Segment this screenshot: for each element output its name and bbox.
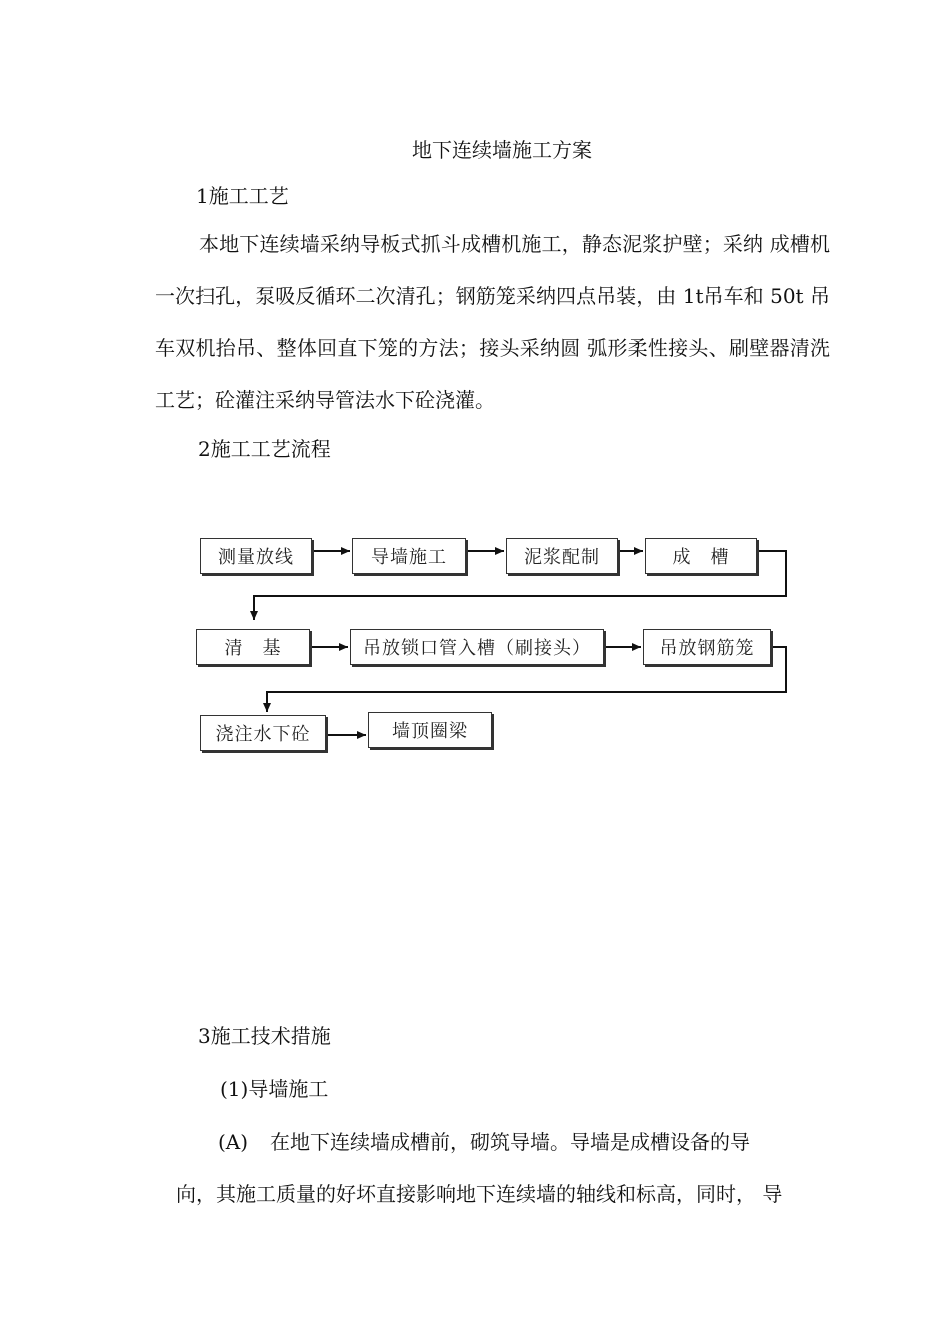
subsection-heading-guide-wall: (1)导墙施工 xyxy=(220,1077,329,1101)
paragraph-guide-wall-line2: 向，其施工质量的好坏直接影响地下连续墙的轴线和标高，同时， 导 xyxy=(176,1182,783,1206)
flow-step-cleaning: 清 基 xyxy=(196,629,310,665)
section-heading-1: 1施工工艺 xyxy=(196,184,289,208)
flow-step-lock-pipe: 吊放锁口管入槽（刷接头） xyxy=(350,629,604,665)
section-heading-2: 2施工工艺流程 xyxy=(198,437,331,461)
flow-step-slurry: 泥浆配制 xyxy=(506,538,618,574)
flow-step-concrete: 浇注水下砼 xyxy=(200,715,326,751)
paragraph-process: 本地下连续墙采纳导板式抓斗成槽机施工，静态泥浆护壁；采纳 成槽机一次扫孔，泵吸反循环二次清孔；钢筋笼采纳四点吊装，由 1t吊车和 50t 吊车双机抬吊、整体回直下笼的方法；接头采纳圆 弧形柔性接头、刷壁器清洗工艺；砼灌注采纳导管法水下砼浇灌。 xyxy=(155,232,830,412)
document-title: 地下连续墙施工方案 xyxy=(412,138,592,162)
paragraph-guide-wall-line1: 在地下连续墙成槽前，砌筑导墙。导墙是成槽设备的导 xyxy=(270,1130,750,1154)
section-heading-3: 3施工技术措施 xyxy=(198,1024,331,1048)
flow-step-survey: 测量放线 xyxy=(200,538,312,574)
flow-step-crown-beam: 墙顶圈梁 xyxy=(368,712,492,748)
flow-step-guide-wall: 导墙施工 xyxy=(352,538,466,574)
paragraph-label: (A) xyxy=(218,1130,249,1154)
flow-step-rebar-cage: 吊放钢筋笼 xyxy=(643,629,771,665)
flow-step-trenching: 成 槽 xyxy=(645,538,757,574)
